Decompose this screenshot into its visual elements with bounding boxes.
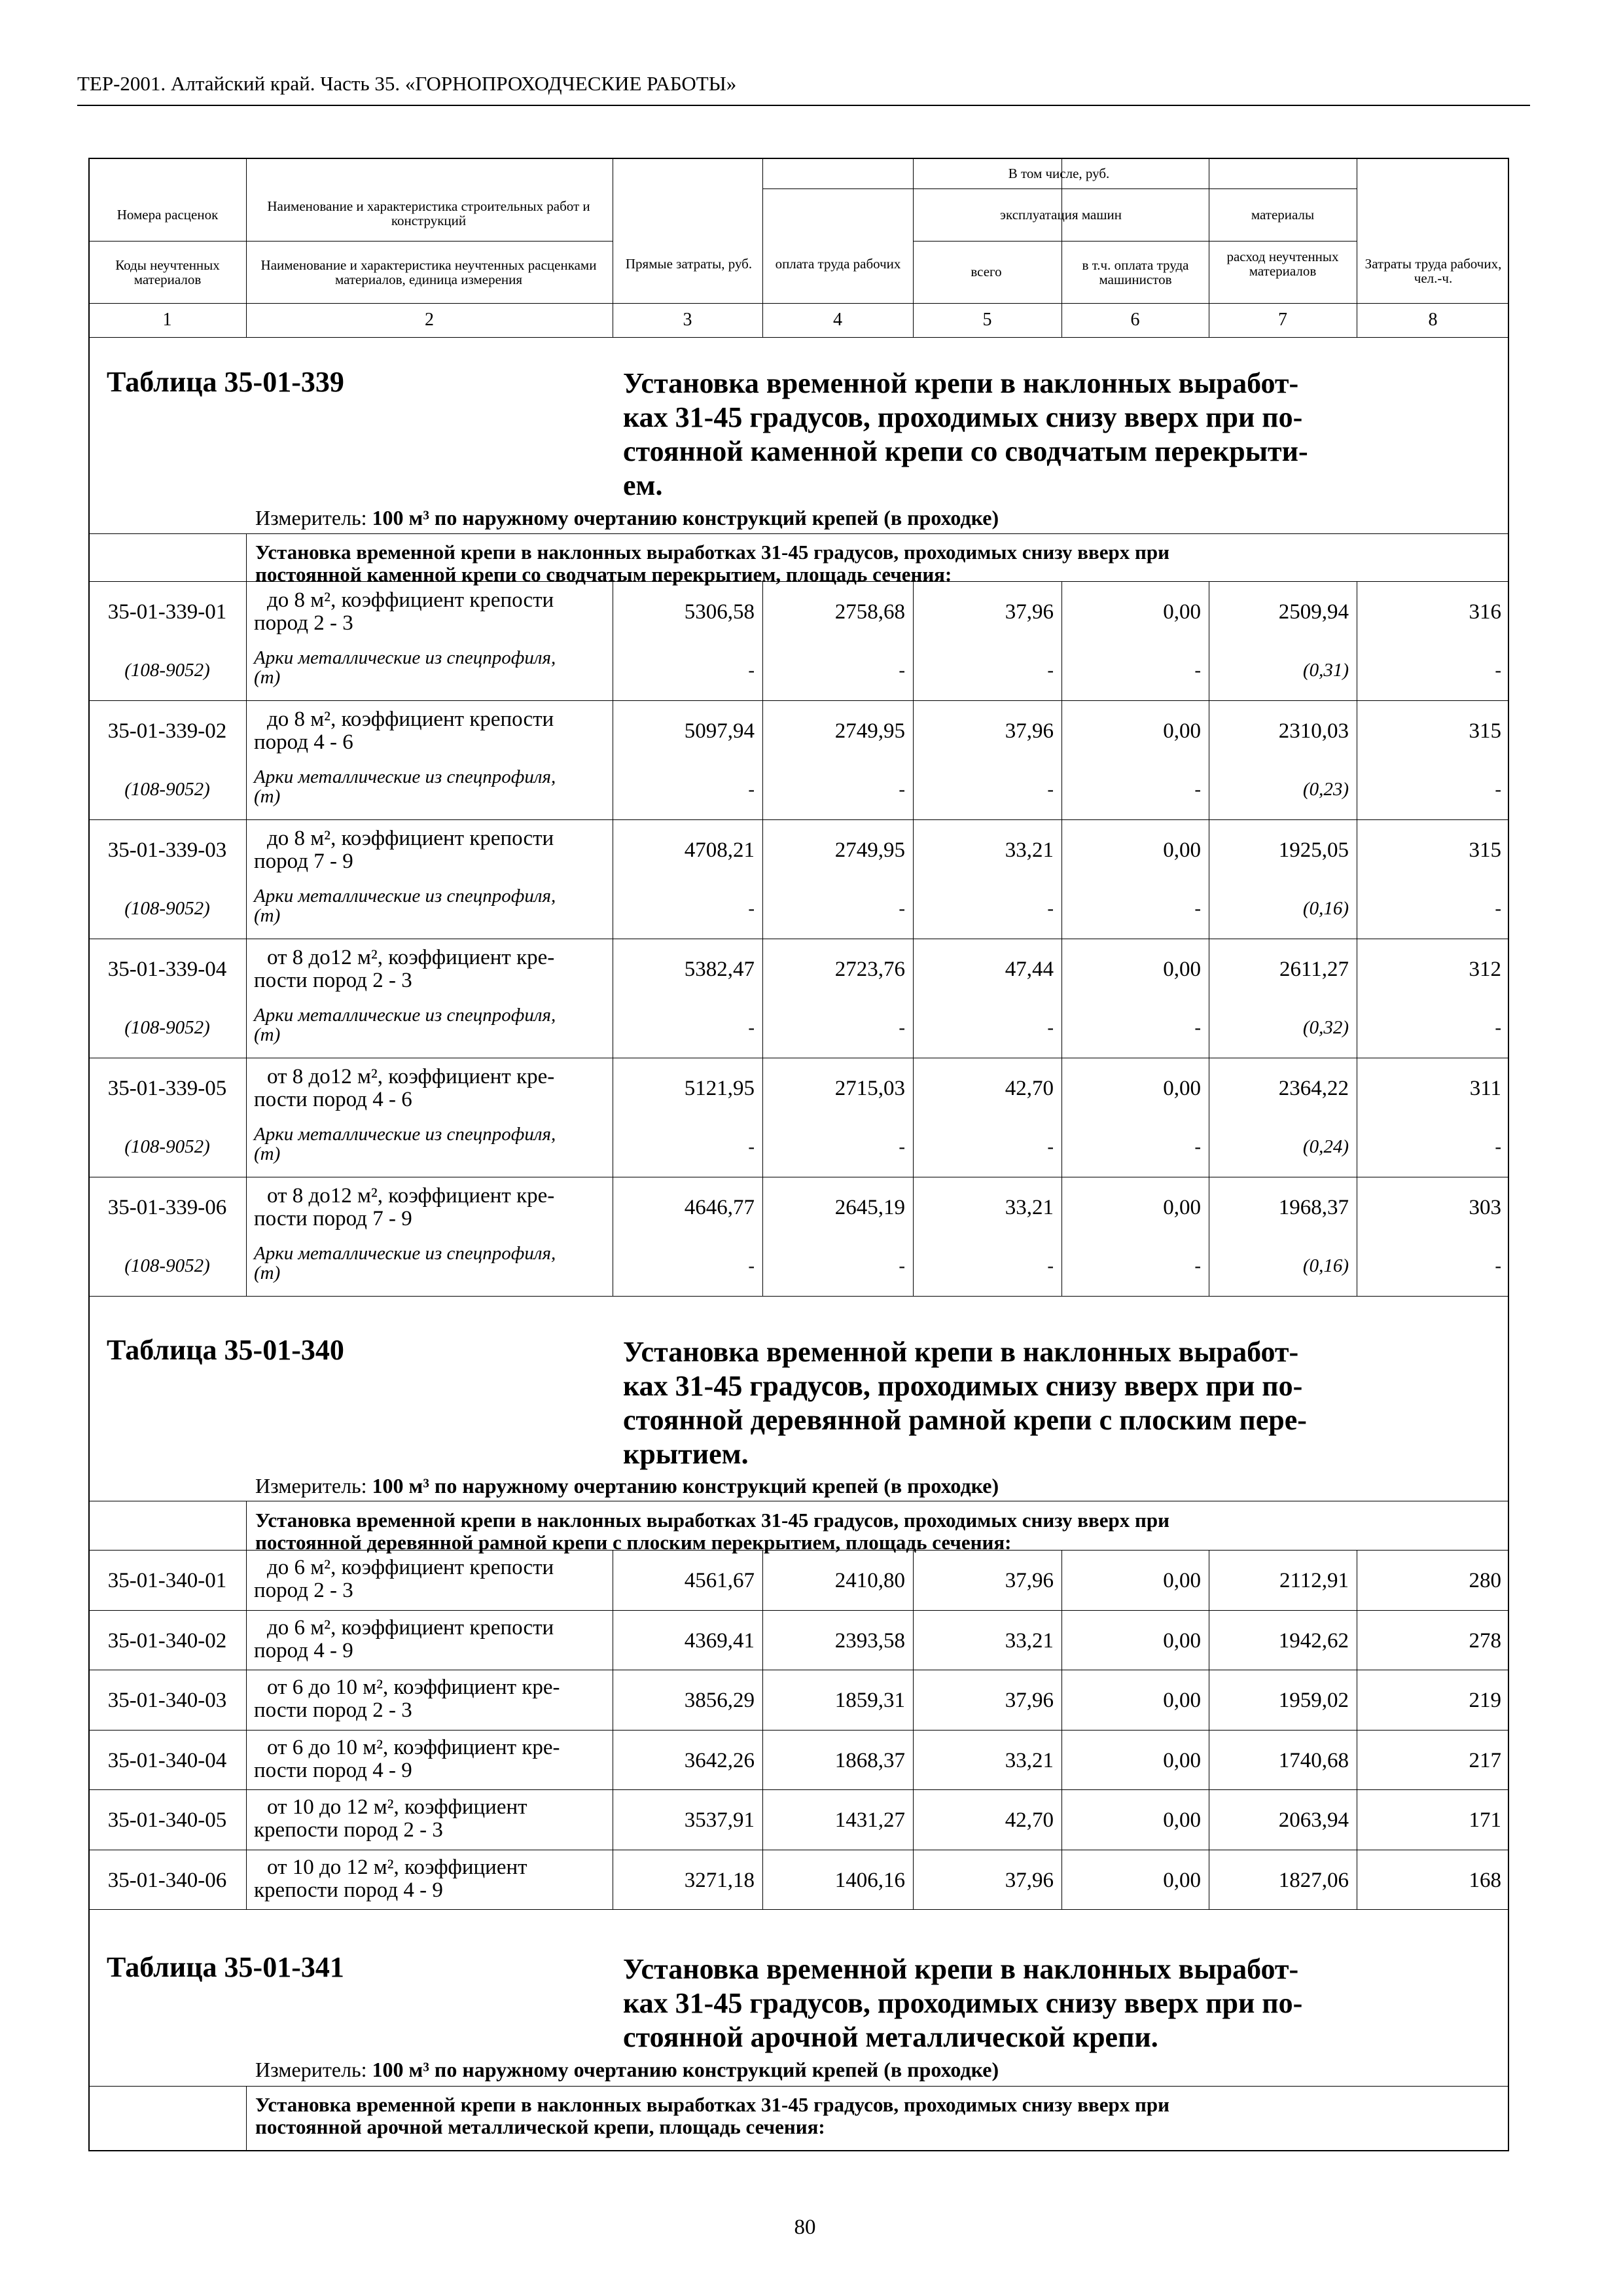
rate-value: 0,00 xyxy=(1163,1808,1201,1832)
rate-value: 1968,37 xyxy=(1278,1196,1349,1219)
grid-line xyxy=(88,2086,1509,2087)
rate-value: 312 xyxy=(1469,958,1501,981)
rate-code: 35-01-339-05 xyxy=(107,1077,227,1100)
grid-line xyxy=(88,241,613,242)
rate-value: 2758,68 xyxy=(834,600,905,624)
material-value: - xyxy=(899,898,905,919)
table-339-subheading xyxy=(255,541,1169,586)
material-value: (0,16) xyxy=(1302,1255,1349,1276)
rate-code: 35-01-340-01 xyxy=(107,1569,227,1592)
work-description: до 6 м², коэффициент крепости пород 4 - 9 xyxy=(254,1616,554,1662)
col2-bottom-header: Наименование и характеристика неучтенных расценками материалов, единица измерения xyxy=(260,257,597,288)
table-340-title-line: ках 31-45 градусов, проходимых снизу вверх при по- xyxy=(623,1370,1303,1402)
col5-header: всего xyxy=(971,264,1002,279)
col4-header: оплата труда рабочих xyxy=(775,256,901,272)
rate-value: 311 xyxy=(1469,1077,1501,1100)
material-value: (0,24) xyxy=(1302,1136,1349,1157)
rate-value: 0,00 xyxy=(1163,1689,1201,1712)
rate-value: 1925,05 xyxy=(1278,838,1349,862)
grid-line xyxy=(88,1610,1509,1611)
table-340-measure xyxy=(255,1475,999,1498)
rate-value: 0,00 xyxy=(1163,1869,1201,1892)
rate-value: 4646,77 xyxy=(684,1196,755,1219)
rate-value: 2393,58 xyxy=(834,1629,905,1653)
rate-code: 35-01-339-02 xyxy=(107,719,227,743)
rate-value: 0,00 xyxy=(1163,1629,1201,1653)
machines-header: эксплуатация машин xyxy=(1000,207,1122,223)
table-341-measure xyxy=(255,2059,999,2081)
rate-value: 280 xyxy=(1469,1569,1501,1592)
material-value: - xyxy=(1194,1136,1201,1157)
material-value: - xyxy=(748,898,755,919)
rate-value: 1942,62 xyxy=(1278,1629,1349,1653)
table-339-title-line: стоянной каменной крепи со сводчатым перекрыти- xyxy=(623,435,1308,467)
column-number: 7 xyxy=(1278,310,1287,330)
material-value: - xyxy=(1047,1136,1054,1157)
subheading-line: Установка временной крепи в наклонных выработках 31-45 градусов, проходимых снизу вверх при xyxy=(255,1509,1169,1532)
subheading-line: постоянной арочной металлической крепи, площадь сечения: xyxy=(255,2115,825,2138)
rate-code: 35-01-340-02 xyxy=(107,1629,227,1653)
rate-value: 37,96 xyxy=(1005,1569,1054,1592)
col1-top-header: Номера расценок xyxy=(116,207,219,223)
rate-value: 219 xyxy=(1469,1689,1501,1712)
rate-value: 1827,06 xyxy=(1278,1869,1349,1892)
material-value: (0,23) xyxy=(1302,779,1349,800)
material-description: Арки металлические из спецпрофиля, (т) xyxy=(254,1005,556,1046)
rate-value: 2310,03 xyxy=(1278,719,1349,743)
rate-value: 42,70 xyxy=(1005,1808,1054,1832)
rate-value: 2364,22 xyxy=(1278,1077,1349,1100)
work-description: до 8 м², коэффициент крепости пород 2 - 3 xyxy=(254,588,554,635)
material-value: - xyxy=(748,1136,755,1157)
rate-code: 35-01-339-04 xyxy=(107,958,227,981)
work-description: от 6 до 10 м², коэффициент кре- пости пород 4 - 9 xyxy=(254,1736,560,1782)
running-header: ТЕР-2001. Алтайский край. Часть 35. «ГОРНОПРОХОДЧЕСКИЕ РАБОТЫ» xyxy=(77,72,737,95)
rate-value: 2410,80 xyxy=(834,1569,905,1592)
rate-value: 2723,76 xyxy=(834,958,905,981)
rate-value: 37,96 xyxy=(1005,719,1054,743)
table-340-title-line: Установка временной крепи в наклонных выработ- xyxy=(623,1336,1299,1368)
work-description: от 8 до12 м², коэффициент кре- пости пород 4 - 6 xyxy=(254,1065,555,1111)
material-value: - xyxy=(1047,779,1054,800)
grid-line xyxy=(88,1789,1509,1790)
material-value: - xyxy=(899,779,905,800)
measure-unit: 100 м³ по наружному очертанию конструкций крепей (в проходке) xyxy=(372,1474,999,1498)
material-value: - xyxy=(1495,898,1501,919)
rate-value: 5382,47 xyxy=(684,958,755,981)
rate-value: 0,00 xyxy=(1163,719,1201,743)
material-value: - xyxy=(748,1255,755,1276)
material-code: (108-9052) xyxy=(124,1017,210,1038)
rate-code: 35-01-339-01 xyxy=(107,600,227,624)
rate-value: 171 xyxy=(1469,1808,1501,1832)
rate-value: 0,00 xyxy=(1163,1749,1201,1772)
rate-value: 1740,68 xyxy=(1278,1749,1349,1772)
grid-line xyxy=(88,819,1509,820)
measure-prefix: Измеритель: xyxy=(255,2058,367,2081)
rate-code: 35-01-340-06 xyxy=(107,1869,227,1892)
rate-value: 37,96 xyxy=(1005,1869,1054,1892)
column-number: 1 xyxy=(162,310,172,330)
work-description: до 8 м², коэффициент крепости пород 7 - 9 xyxy=(254,827,554,873)
rate-value: 2715,03 xyxy=(834,1077,905,1100)
subheading-line: Установка временной крепи в наклонных выработках 31-45 градусов, проходимых снизу вверх при xyxy=(255,541,1169,564)
grid-line xyxy=(913,241,1357,242)
rate-value: 37,96 xyxy=(1005,1689,1054,1712)
rate-code: 35-01-340-03 xyxy=(107,1689,227,1712)
material-value: - xyxy=(748,660,755,681)
rate-value: 2749,95 xyxy=(834,838,905,862)
work-description: до 6 м², коэффициент крепости пород 2 - 3 xyxy=(254,1556,554,1602)
table-340-title-line: крытием. xyxy=(623,1438,749,1470)
material-description: Арки металлические из спецпрофиля, (т) xyxy=(254,647,556,689)
rate-value: 0,00 xyxy=(1163,1077,1201,1100)
grid-line xyxy=(88,700,1509,701)
table-341-label: Таблица 35-01-341 xyxy=(107,1951,344,1983)
material-value: - xyxy=(1495,1136,1501,1157)
material-value: - xyxy=(1047,898,1054,919)
col7-header: расход неучтенных материалов xyxy=(1226,249,1339,279)
rate-value: 3642,26 xyxy=(684,1749,755,1772)
rate-value: 2645,19 xyxy=(834,1196,905,1219)
grid-line xyxy=(762,1550,763,1909)
rate-value: 278 xyxy=(1469,1629,1501,1653)
material-code: (108-9052) xyxy=(124,898,210,919)
grid-line xyxy=(88,1909,1509,1910)
grid-line xyxy=(88,1730,1509,1731)
rate-value: 315 xyxy=(1469,719,1501,743)
table-341-subheading xyxy=(255,2094,1169,2138)
material-code: (108-9052) xyxy=(124,1136,210,1157)
subheading-line: постоянной каменной крепи со сводчатым перекрытием, площадь сечения: xyxy=(255,563,952,586)
grid-line xyxy=(88,533,1509,534)
grid-line xyxy=(762,188,1357,189)
material-value: - xyxy=(1194,1017,1201,1038)
rate-value: 2112,91 xyxy=(1279,1569,1349,1592)
work-description: от 6 до 10 м², коэффициент кре- пости пород 2 - 3 xyxy=(254,1676,560,1722)
col2-top-header: Наименование и характеристика строительных работ и конструкций xyxy=(267,198,590,229)
table-340-subheading xyxy=(255,1509,1169,1554)
grid-line xyxy=(913,1550,914,1909)
subheading-line: Установка временной крепи в наклонных выработках 31-45 градусов, проходимых снизу вверх при xyxy=(255,2093,1169,2116)
material-code: (108-9052) xyxy=(124,1255,210,1276)
material-value: - xyxy=(1194,660,1201,681)
material-value: - xyxy=(1495,1017,1501,1038)
grid-line xyxy=(246,1550,247,1909)
col3-header: Прямые затраты, руб. xyxy=(625,256,753,272)
rate-value: 1406,16 xyxy=(834,1869,905,1892)
rate-value: 1868,37 xyxy=(834,1749,905,1772)
rate-value: 303 xyxy=(1469,1196,1501,1219)
table-341-title-line: Установка временной крепи в наклонных выработ- xyxy=(623,1953,1299,1985)
table-341-title xyxy=(623,1952,1487,2054)
rate-value: 2063,94 xyxy=(1278,1808,1349,1832)
rate-value: 217 xyxy=(1469,1749,1501,1772)
rate-value: 33,21 xyxy=(1005,1629,1054,1653)
material-value: (0,32) xyxy=(1302,1017,1349,1038)
material-description: Арки металлические из спецпрофиля, (т) xyxy=(254,766,556,808)
rate-value: 316 xyxy=(1469,600,1501,624)
rate-value: 3537,91 xyxy=(684,1808,755,1832)
table-341-title-line: стоянной арочной металлической крепи. xyxy=(623,2021,1158,2053)
rate-code: 35-01-339-03 xyxy=(107,838,227,862)
rate-value: 315 xyxy=(1469,838,1501,862)
rate-value: 3856,29 xyxy=(684,1689,755,1712)
column-number: 3 xyxy=(683,310,692,330)
table-339-title-line: Установка временной крепи в наклонных выработ- xyxy=(623,367,1299,399)
rate-code: 35-01-340-05 xyxy=(107,1808,227,1832)
rate-value: 3271,18 xyxy=(684,1869,755,1892)
column-number: 8 xyxy=(1428,310,1438,330)
work-description: от 10 до 12 м², коэффициент крепости пород 2 - 3 xyxy=(254,1795,527,1842)
rate-value: 168 xyxy=(1469,1869,1501,1892)
material-value: - xyxy=(748,779,755,800)
column-number: 4 xyxy=(833,310,842,330)
work-description: от 8 до12 м², коэффициент кре- пости пород 7 - 9 xyxy=(254,1184,555,1230)
rate-code: 35-01-339-06 xyxy=(107,1196,227,1219)
rate-value: 5121,95 xyxy=(684,1077,755,1100)
rate-code: 35-01-340-04 xyxy=(107,1749,227,1772)
material-value: - xyxy=(1047,660,1054,681)
material-value: - xyxy=(899,1255,905,1276)
rate-value: 1959,02 xyxy=(1278,1689,1349,1712)
material-value: - xyxy=(1047,1017,1054,1038)
work-description: от 10 до 12 м², коэффициент крепости пород 4 - 9 xyxy=(254,1856,527,1902)
rate-value: 42,70 xyxy=(1005,1077,1054,1100)
measure-prefix: Измеритель: xyxy=(255,1474,367,1498)
table-339-title-line: ем. xyxy=(623,469,663,501)
rate-value: 2509,94 xyxy=(1278,600,1349,624)
rate-value: 0,00 xyxy=(1163,838,1201,862)
work-description: от 8 до12 м², коэффициент кре- пости пород 2 - 3 xyxy=(254,946,555,992)
material-value: - xyxy=(899,660,905,681)
table-339-label: Таблица 35-01-339 xyxy=(107,366,344,398)
material-value: - xyxy=(1495,1255,1501,1276)
col6-header: в т.ч. оплата труда машинистов xyxy=(1082,257,1189,288)
measure-unit: 100 м³ по наружному очертанию конструкций крепей (в проходке) xyxy=(372,506,999,529)
material-value: - xyxy=(1495,660,1501,681)
table-340-title xyxy=(623,1335,1487,1471)
table-341-title-line: ках 31-45 градусов, проходимых снизу вверх при по- xyxy=(623,1987,1303,2019)
rate-value: 47,44 xyxy=(1005,958,1054,981)
column-number: 5 xyxy=(982,310,992,330)
rate-value: 0,00 xyxy=(1163,958,1201,981)
material-code: (108-9052) xyxy=(124,660,210,681)
measure-unit: 100 м³ по наружному очертанию конструкций крепей (в проходке) xyxy=(372,2058,999,2081)
rate-value: 5306,58 xyxy=(684,600,755,624)
grid-line xyxy=(246,581,247,1296)
grid-line xyxy=(88,1296,1509,1297)
rate-value: 2749,95 xyxy=(834,719,905,743)
grid-line xyxy=(88,303,1509,304)
material-description: Арки металлические из спецпрофиля, (т) xyxy=(254,886,556,927)
rate-value: 33,21 xyxy=(1005,1749,1054,1772)
material-value: - xyxy=(899,1136,905,1157)
grid-line xyxy=(913,581,914,1296)
rate-value: 1859,31 xyxy=(834,1689,905,1712)
rate-value: 33,21 xyxy=(1005,1196,1054,1219)
material-value: (0,16) xyxy=(1302,898,1349,919)
header-rule xyxy=(77,105,1530,106)
rate-value: 1431,27 xyxy=(834,1808,905,1832)
grid-line xyxy=(246,2086,247,2151)
page-number: 80 xyxy=(794,2215,816,2239)
rate-value: 0,00 xyxy=(1163,1569,1201,1592)
material-description: Арки металлические из спецпрофиля, (т) xyxy=(254,1243,556,1284)
table-339-title xyxy=(623,367,1487,503)
table-340-title-line: стоянной деревянной рамной крепи с плоским пере- xyxy=(623,1404,1307,1436)
materials-header: материалы xyxy=(1251,207,1315,223)
material-value: - xyxy=(1495,779,1501,800)
rate-value: 4369,41 xyxy=(684,1629,755,1653)
column-number: 2 xyxy=(425,310,434,330)
table-339-measure xyxy=(255,507,999,529)
table-340-label: Таблица 35-01-340 xyxy=(107,1334,344,1366)
work-description: до 8 м², коэффициент крепости пород 4 - 6 xyxy=(254,708,554,754)
rate-value: 4561,67 xyxy=(684,1569,755,1592)
material-code: (108-9052) xyxy=(124,779,210,800)
included-header: В том числе, руб. xyxy=(1008,166,1110,181)
rate-value: 5097,94 xyxy=(684,719,755,743)
material-value: - xyxy=(1194,779,1201,800)
grid-line xyxy=(246,1501,247,1550)
rate-value: 2611,27 xyxy=(1279,958,1349,981)
grid-line xyxy=(1061,1550,1062,1909)
material-value: (0,31) xyxy=(1302,660,1349,681)
material-value: - xyxy=(1194,1255,1201,1276)
rate-value: 33,21 xyxy=(1005,838,1054,862)
material-value: - xyxy=(1047,1255,1054,1276)
measure-prefix: Измеритель: xyxy=(255,506,367,529)
col8-header: Затраты труда рабочих, чел.-ч. xyxy=(1364,256,1502,287)
table-339-title-line: ках 31-45 градусов, проходимых снизу вверх при по- xyxy=(623,401,1303,433)
col1-bottom-header: Коды неучтенных материалов xyxy=(115,257,220,288)
rate-value: 4708,21 xyxy=(684,838,755,862)
column-number: 6 xyxy=(1130,310,1140,330)
material-value: - xyxy=(748,1017,755,1038)
grid-line xyxy=(88,337,1509,338)
material-value: - xyxy=(899,1017,905,1038)
grid-line xyxy=(1061,581,1062,1296)
grid-line xyxy=(246,533,247,581)
material-value: - xyxy=(1194,898,1201,919)
grid-line xyxy=(762,581,763,1296)
rate-value: 0,00 xyxy=(1163,1196,1201,1219)
rate-value: 37,96 xyxy=(1005,600,1054,624)
subheading-line: постоянной деревянной рамной крепи с плоским перекрытием, площадь сечения: xyxy=(255,1531,1012,1554)
material-description: Арки металлические из спецпрофиля, (т) xyxy=(254,1124,556,1165)
rate-value: 0,00 xyxy=(1163,600,1201,624)
